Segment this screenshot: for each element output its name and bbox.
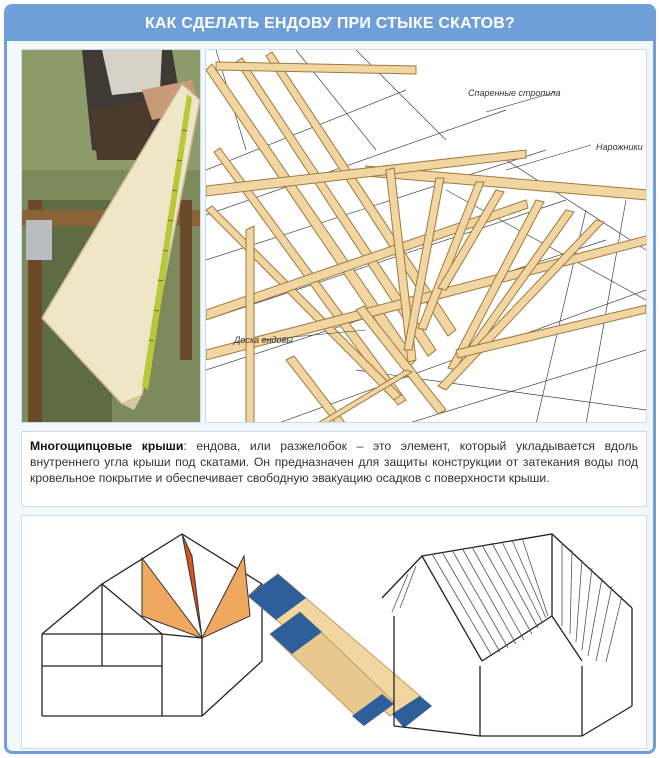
valley-structure-diagram — [21, 515, 647, 749]
rafters-drawing — [206, 50, 647, 423]
label-jack-rafters: Нарожники — [596, 142, 643, 152]
label-paired-rafters: Спаренные стропила — [468, 88, 561, 98]
valley-geometry-drawing — [22, 516, 647, 749]
valley-rafters-diagram — [205, 49, 647, 423]
label-valley-board: Доска ендовы — [234, 335, 293, 345]
photo-illustration — [22, 50, 201, 423]
infographic-card — [4, 4, 656, 754]
page-title: КАК СДЕЛАТЬ ЕНДОВУ ПРИ СТЫКЕ СКАТОВ? — [7, 7, 653, 41]
description-block — [21, 431, 647, 507]
description-text: : ендова, или разжелобок – это элемент, который укладывается вдоль внутреннего угла крыши под скатами. Он предназначен для защиты конструкции от затекания воды под кровельное покрытие и обеспечивает свободную эвакуацию осадков с поверхности крыши. — [30, 439, 638, 485]
description-term: Многощипцовые крыши — [30, 439, 184, 453]
photo-measuring-board — [21, 49, 201, 423]
